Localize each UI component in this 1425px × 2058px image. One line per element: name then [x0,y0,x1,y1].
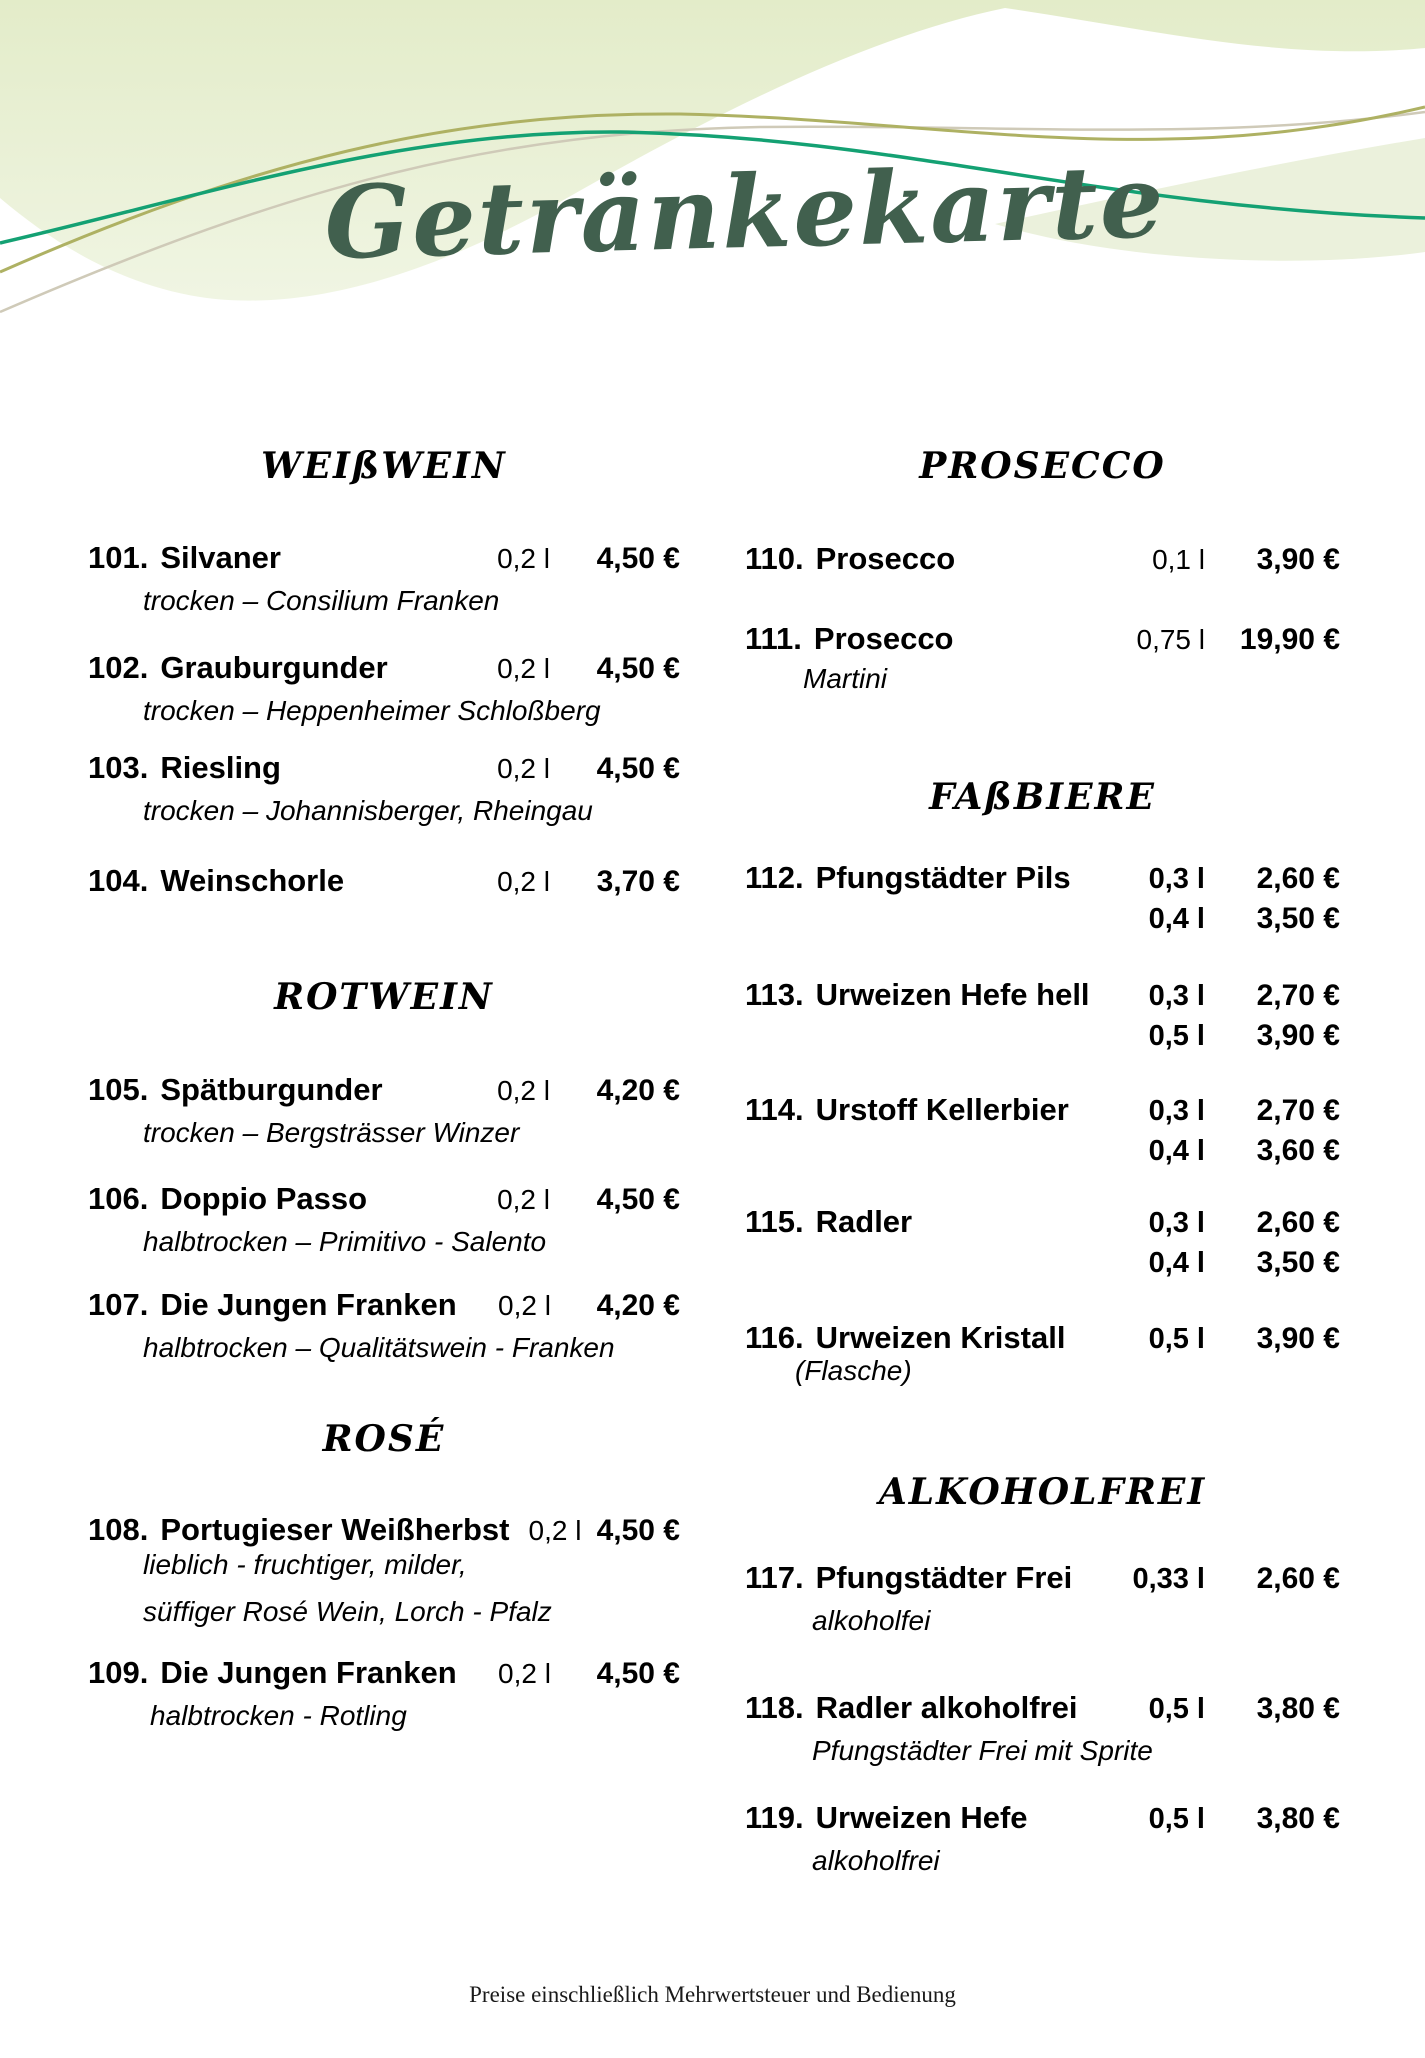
item-price: 3,90 € [1256,1322,1340,1355]
item-number: 116. [745,1320,804,1355]
item-size: 0,75 l [1136,624,1205,655]
item-description: Pfungstädter Frei mit Sprite [812,1735,1153,1766]
item-number: 113. [745,977,804,1012]
item-price: 3,90 € [1256,543,1340,576]
item-description: trocken – Consilium Franken [143,585,500,616]
menu-item-row-103 [88,750,680,787]
item-size: 0,3 l [1148,980,1205,1012]
item-number: 107. [88,1287,149,1322]
menu-item-row-115-line2 [745,1246,1340,1281]
item-price: 2,60 € [1256,862,1340,895]
item-price: 4,50 € [596,652,680,685]
item-size: 0,5 l [1148,1020,1205,1052]
item-price: 4,50 € [596,1514,680,1547]
item-price: 19,90 € [1239,623,1340,656]
item-size: 0,3 l [1148,863,1205,895]
menu-column-right [745,0,1340,2058]
menu-item-row-108 [88,1512,680,1549]
item-size: 0,2 l [528,1515,582,1546]
item-name: 118. Radler alkoholfrei [745,1690,1078,1725]
item-price: 4,20 € [596,1074,680,1107]
item-name: 105. Spätburgunder [88,1072,383,1107]
menu-item-row-114-line2 [745,1134,1340,1169]
item-price: 2,60 € [1256,1562,1340,1595]
item-name: 114. Urstoff Kellerbier [745,1092,1069,1127]
item-number: 103. [88,750,149,785]
item-price: 3,80 € [1256,1802,1340,1835]
item-size: 0,2 l [498,1658,551,1689]
item-number: 104. [88,863,149,898]
item-description: (Flasche) [795,1355,912,1386]
item-price: 4,50 € [596,752,680,785]
menu-item-row-111 [745,621,1340,658]
item-number: 108. [88,1512,149,1547]
item-number: 117. [745,1560,804,1595]
item-size: 0,2 l [497,753,550,784]
item-price: 2,70 € [1256,1094,1340,1127]
section-heading-rotwein: ROTWEIN [274,976,494,1018]
item-description: trocken – Johannisberger, Rheingau [143,795,593,826]
menu-item-row-114 [745,1092,1340,1129]
item-size: 0,2 l [497,653,550,684]
menu-item-row-101 [88,540,680,577]
item-description: alkoholfei [812,1605,931,1636]
item-number: 119. [745,1800,804,1835]
item-price: 3,60 € [1256,1134,1340,1167]
section-heading-fassbiere: FAßBIERE [929,776,1156,818]
item-number: 111. [745,621,802,656]
menu-item-row-115 [745,1204,1340,1241]
item-name: 110. Prosecco [745,541,956,576]
item-price: 3,50 € [1256,1246,1340,1279]
item-name: 117. Pfungstädter Frei [745,1560,1073,1595]
item-price: 4,20 € [596,1289,680,1322]
item-description: halbtrocken – Qualitätswein - Franken [143,1332,615,1363]
item-name: 106. Doppio Passo [88,1181,368,1216]
item-name: 104. Weinschorle [88,863,345,898]
item-description: alkoholfrei [812,1845,940,1876]
menu-column-left [88,0,680,2058]
item-size: 0,33 l [1132,1563,1205,1595]
item-description: trocken – Heppenheimer Schloßberg [143,695,601,726]
item-size: 0,3 l [1148,1207,1205,1239]
section-heading-rose: ROSÉ [322,1418,446,1460]
item-number: 118. [745,1690,804,1725]
menu-item-row-102 [88,650,680,687]
item-number: 115. [745,1204,804,1239]
menu-item-row-113 [745,977,1340,1014]
item-price: 4,50 € [596,1657,680,1690]
item-name: 103. Riesling [88,750,281,785]
section-heading-weisswein: WEIßWEIN [261,445,507,487]
item-size: 0,2 l [497,866,550,897]
menu-item-row-113-line2 [745,1019,1340,1054]
item-number: 102. [88,650,149,685]
item-price: 3,70 € [596,865,680,898]
item-number: 101. [88,540,149,575]
menu-item-row-110 [745,541,1340,578]
item-price: 3,90 € [1256,1019,1340,1052]
item-description: lieblich - fruchtiger, milder, [143,1549,467,1580]
item-description: trocken – Bergsträsser Winzer [143,1117,520,1148]
item-name: 108. Portugieser Weißherbst [88,1512,510,1547]
item-price: 2,60 € [1256,1206,1340,1239]
menu-item-row-116 [745,1320,1340,1357]
item-size: 0,4 l [1148,903,1205,935]
item-size: 0,4 l [1148,1247,1205,1279]
item-number: 112. [745,860,804,895]
item-number: 105. [88,1072,149,1107]
item-size: 0,3 l [1148,1095,1205,1127]
item-description: Martini [803,663,888,694]
item-name: 101. Silvaner [88,540,281,575]
item-price: 2,70 € [1256,979,1340,1012]
item-name: 102. Grauburgunder [88,650,388,685]
item-description: halbtrocken – Primitivo - Salento [143,1226,547,1257]
item-name: 112. Pfungstädter Pils [745,860,1071,895]
item-price: 4,50 € [596,1183,680,1216]
menu-item-row-117 [745,1560,1340,1597]
menu-item-row-112 [745,860,1340,897]
item-size: 0,5 l [1148,1803,1205,1835]
item-size: 0,2 l [498,1290,551,1321]
menu-item-row-119 [745,1800,1340,1837]
page-title: Getränkekarte [323,142,1167,282]
menu-item-row-109 [88,1655,680,1692]
item-name: 107. Die Jungen Franken [88,1287,457,1322]
item-size: 0,1 l [1152,544,1205,575]
item-description: süffiger Rosé Wein, Lorch - Pfalz [143,1596,552,1627]
item-description: halbtrocken - Rotling [150,1700,407,1731]
menu-item-row-112-line2 [745,902,1340,937]
item-number: 109. [88,1655,149,1690]
item-price: 4,50 € [596,542,680,575]
item-number: 110. [745,541,804,576]
item-price: 3,50 € [1256,902,1340,935]
item-name: 111. Prosecco [745,621,954,656]
item-size: 0,5 l [1148,1693,1205,1725]
section-heading-prosecco: PROSECCO [919,445,1166,487]
item-size: 0,2 l [497,1075,550,1106]
menu-item-row-118 [745,1690,1340,1727]
item-name: 113. Urweizen Hefe hell [745,977,1090,1012]
item-price: 3,80 € [1256,1692,1340,1725]
item-name: 115. Radler [745,1204,913,1239]
menu-item-row-105 [88,1072,680,1109]
item-size: 0,2 l [497,1184,550,1215]
item-name: 109. Die Jungen Franken [88,1655,457,1690]
item-size: 0,4 l [1148,1135,1205,1167]
menu-item-row-107 [88,1287,680,1324]
item-size: 0,5 l [1148,1323,1205,1355]
item-size: 0,2 l [497,543,550,574]
item-name: 119. Urweizen Hefe [745,1800,1028,1835]
item-number: 114. [745,1092,804,1127]
section-heading-alkoholfrei: ALKOHOLFREI [878,1471,1207,1513]
menu-item-row-104 [88,863,680,900]
menu-item-row-106 [88,1181,680,1218]
footer-note: Preise einschließlich Mehrwertsteuer und Bedienung [469,1982,956,2007]
item-number: 106. [88,1181,149,1216]
item-name: 116. Urweizen Kristall [745,1320,1066,1355]
